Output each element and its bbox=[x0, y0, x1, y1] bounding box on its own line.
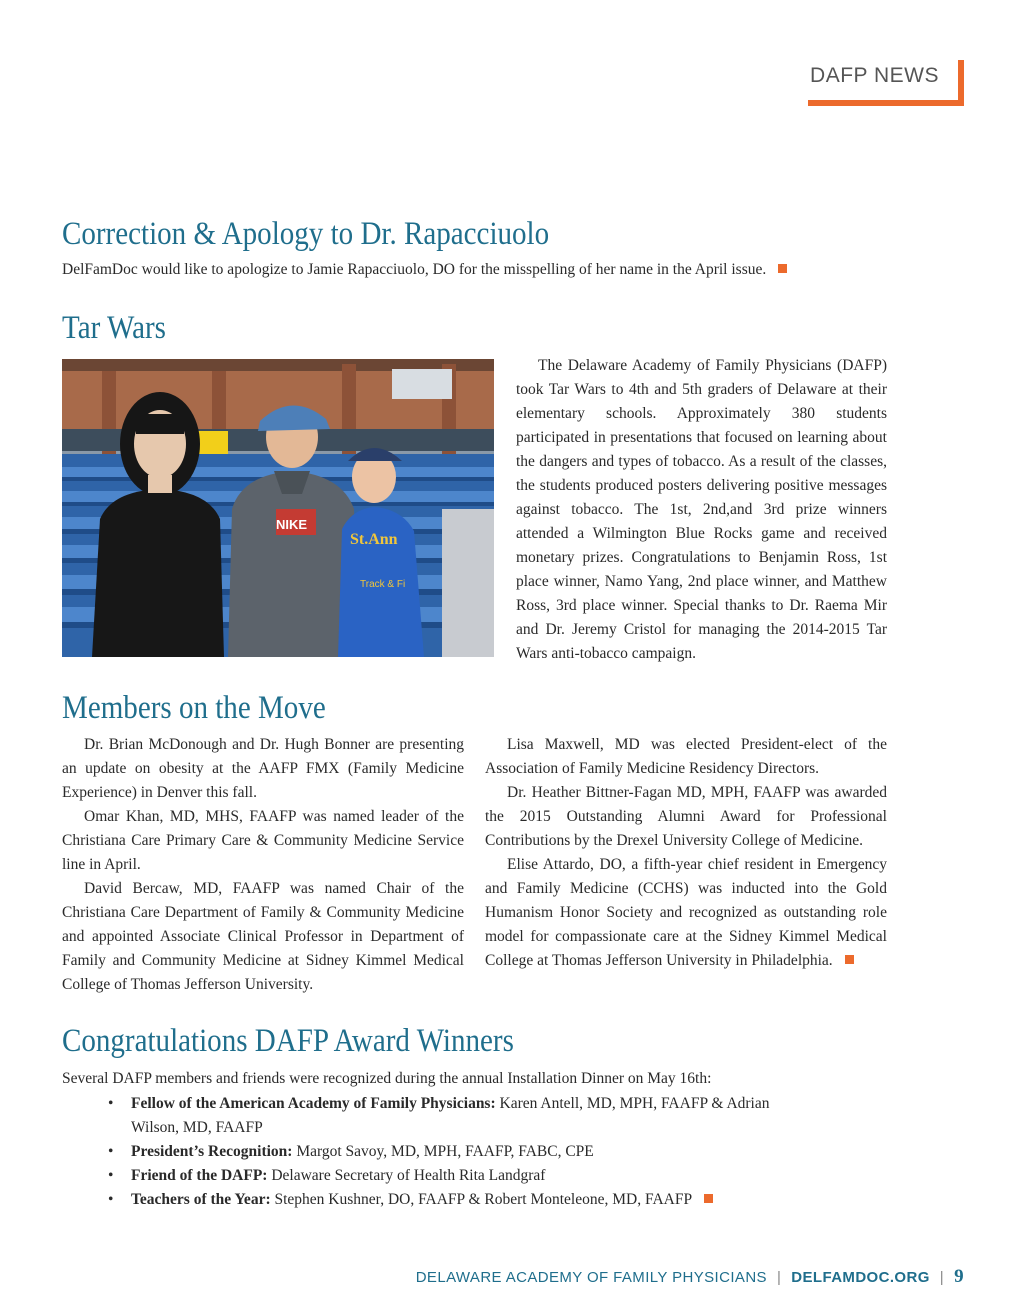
shirt-subtext: Track & Fi bbox=[360, 579, 406, 590]
members-paragraph-last bbox=[485, 853, 887, 973]
award-item bbox=[108, 1140, 808, 1164]
award-label: Friend of the DAFP: bbox=[131, 1167, 268, 1184]
award-item bbox=[108, 1188, 808, 1212]
correction-text: DelFamDoc would like to apologize to Jamie Rapacciuolo, DO for the misspelling of her name in the April issue. bbox=[62, 261, 767, 278]
end-mark-icon bbox=[778, 264, 787, 273]
tar-wars-heading: Tar Wars bbox=[62, 310, 166, 346]
members-paragraph: David Bercaw, MD, FAAFP was named Chair of the Christiana Care Department of Family & Community Medicine and appointed Associate Clinical Professor in Department of Family and Community Medicine at Sidney Kimmel Medical College of Thomas Jefferson University. bbox=[62, 880, 464, 993]
end-mark-icon bbox=[704, 1194, 713, 1203]
page-footer bbox=[416, 1266, 964, 1288]
award-value: Margot Savoy, MD, MPH, FAAFP, FABC, CPE bbox=[296, 1143, 594, 1160]
section-label: DAFP NEWS bbox=[810, 64, 939, 87]
awards-list bbox=[108, 1092, 808, 1212]
members-paragraph: Dr. Heather Bittner-Fagan MD, MPH, FAAFP was awarded the 2015 Outstanding Alumni Award for Professional Contributions by the Drexel University College of Medicine. bbox=[485, 784, 887, 849]
members-left-column bbox=[62, 733, 464, 997]
members-paragraph: Lisa Maxwell, MD was elected President-elect of the Association of Family Medicine Residency Directors. bbox=[485, 736, 887, 777]
members-paragraph: Dr. Brian McDonough and Dr. Hugh Bonner are presenting an update on obesity at the AAFP FMX (Family Medicine Experience) in Denver this fall. bbox=[62, 736, 464, 801]
award-value: Karen Antell, MD, MPH, FAAFP & Adrian Wilson, MD, FAAFP bbox=[131, 1095, 770, 1136]
hoodie-text: NIKE bbox=[276, 517, 308, 532]
footer-website-link[interactable]: DELFAMDOC.ORG bbox=[791, 1269, 930, 1286]
award-item bbox=[108, 1164, 808, 1188]
members-right-column bbox=[485, 733, 887, 973]
correction-heading: Correction & Apology to Dr. Rapacciuolo bbox=[62, 216, 550, 252]
award-label: Fellow of the American Academy of Family Physicians: bbox=[131, 1095, 496, 1112]
members-heading: Members on the Move bbox=[62, 690, 326, 726]
footer-separator: | bbox=[776, 1269, 782, 1286]
award-label: Teachers of the Year: bbox=[131, 1191, 271, 1208]
page-number: 9 bbox=[954, 1266, 964, 1287]
end-mark-icon bbox=[845, 955, 854, 964]
footer-organization: DELAWARE ACADEMY OF FAMILY PHYSICIANS bbox=[415, 1269, 767, 1286]
tar-wars-body: The Delaware Academy of Family Physicians (DAFP) took Tar Wars to 4th and 5th graders of Delaware at their elementary schools. Approximately 380 students participated in presentations that focused on learning about the dangers and types of tobacco. As a result of the classes, the students produced posters delivering positive messages against tobacco. The 1st, 2nd,and 3rd prize winners attended a Wilmington Blue Rocks game and received monetary prizes. Congratulations to Benjamin Ross, 1st place winner, Namo Yang, 2nd place winner, and Matthew Ross, 3rd place winner. Special thanks to Dr. Raema Mir and Dr. Jeremy Cristol for managing the 2014-2015 Tar Wars anti-tobacco campaign. bbox=[516, 357, 887, 662]
members-paragraph: Omar Khan, MD, MHS, FAAFP was named leader of the Christiana Care Primary Care & Community Medicine Service line in April. bbox=[62, 808, 464, 873]
award-item bbox=[108, 1092, 808, 1140]
awards-heading: Congratulations DAFP Award Winners bbox=[62, 1023, 514, 1059]
footer-separator: | bbox=[939, 1269, 945, 1286]
shirt-text: St.Ann bbox=[350, 531, 398, 548]
correction-body bbox=[62, 258, 882, 282]
award-label: President’s Recognition: bbox=[131, 1143, 293, 1160]
photo-illustration bbox=[62, 359, 494, 657]
awards-intro: Several DAFP members and friends were recognized during the annual Installation Dinner on May 16th: bbox=[62, 1070, 712, 1087]
award-value: Stephen Kushner, DO, FAAFP & Robert Monteleone, MD, FAAFP bbox=[274, 1191, 693, 1208]
members-paragraph-text: Elise Attardo, DO, a fifth-year chief resident in Emergency and Family Medicine (CCHS) was inducted into the Gold Humanism Honor Society and recognized as outstanding role model for compassionate care at the Sidney Kimmel Medical College at Thomas Jefferson University in Philadelphia. bbox=[485, 856, 887, 969]
award-value: Delaware Secretary of Health Rita Landgraf bbox=[271, 1167, 546, 1184]
tar-wars-photo bbox=[62, 359, 494, 657]
